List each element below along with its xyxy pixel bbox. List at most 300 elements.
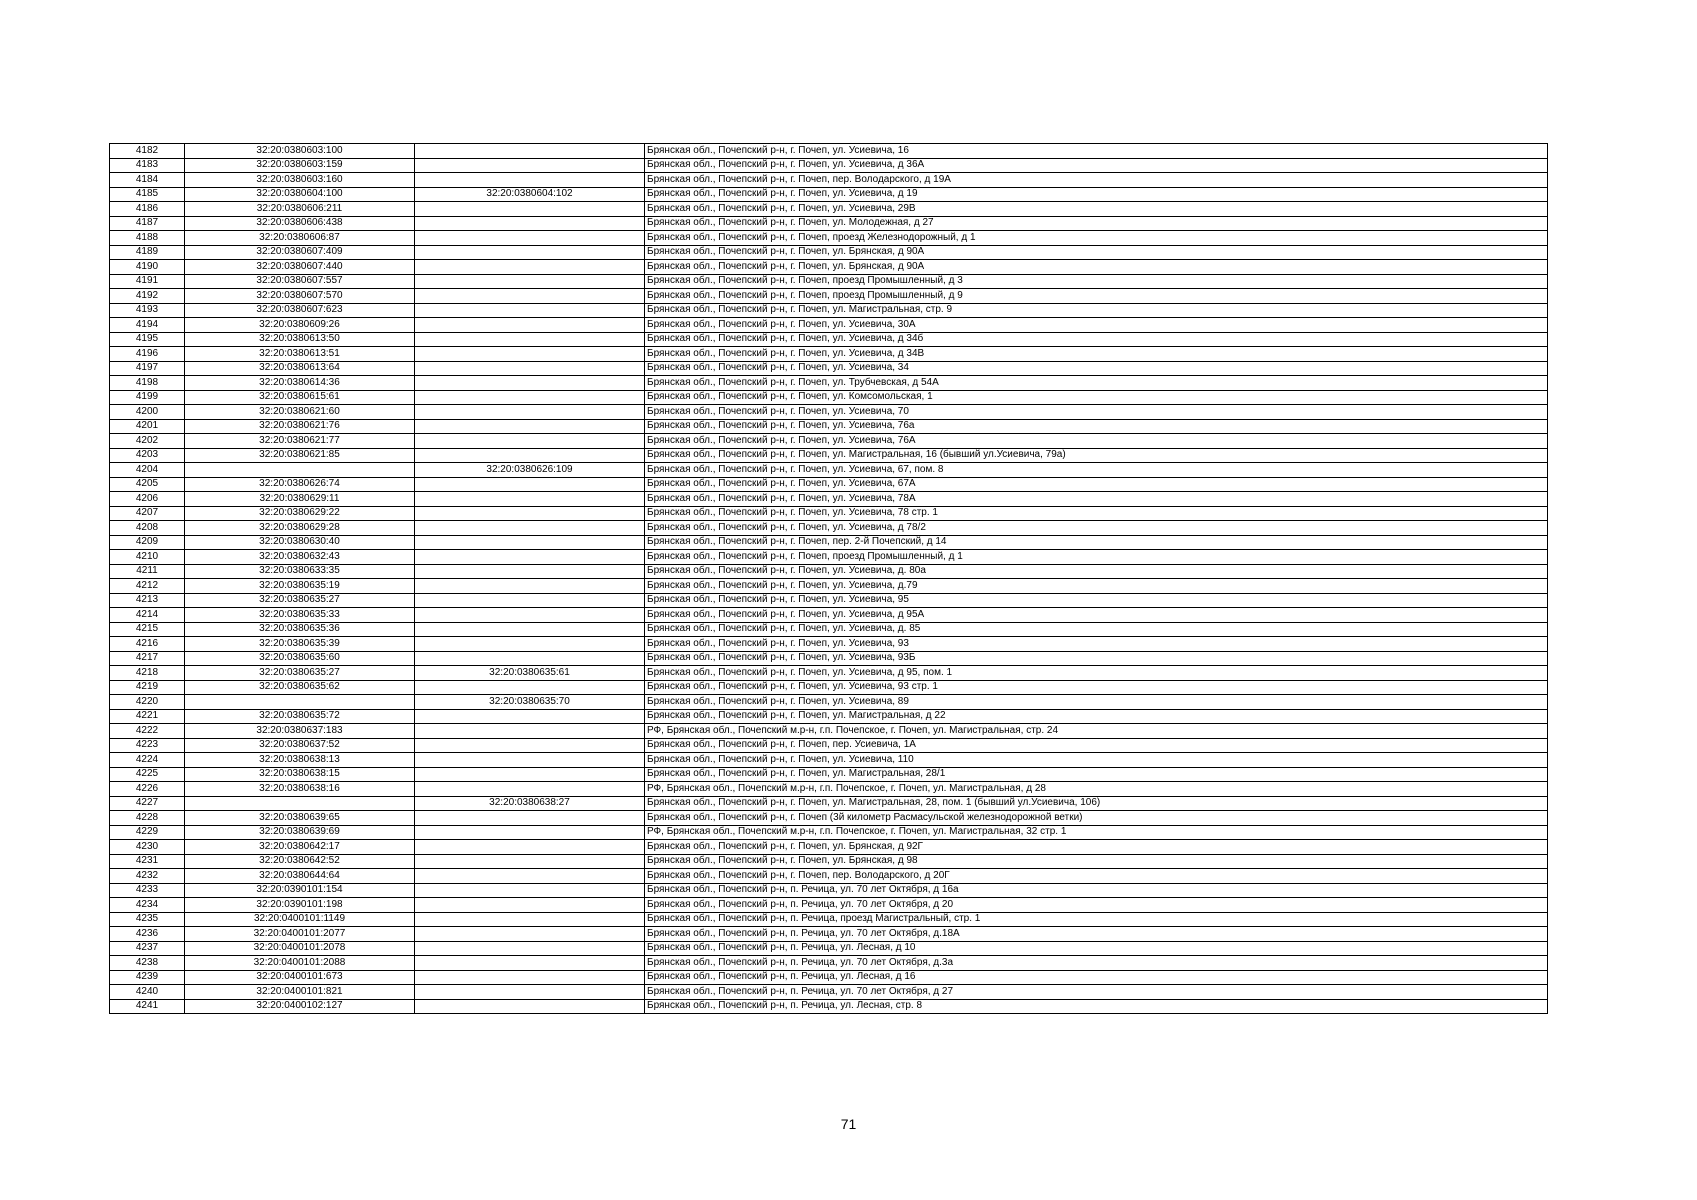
table-row <box>110 883 1548 898</box>
row-number-cell: 4201 <box>110 419 185 434</box>
cadastral-number-cell: 32:20:0380626:74 <box>185 477 415 492</box>
address-cell: Брянская обл., Почепский р-н, г. Почеп, ул. Усиевича, д 95А <box>645 608 1548 623</box>
table-row <box>110 985 1548 1000</box>
cadastral-number-cell: 32:20:0380638:16 <box>185 782 415 797</box>
related-cadastral-number-cell <box>415 216 645 231</box>
address-cell: Брянская обл., Почепский р-н, г. Почеп, пер. Володарского, д 20Г <box>645 869 1548 884</box>
row-number-cell: 4203 <box>110 448 185 463</box>
table-row <box>110 216 1548 231</box>
row-number-cell: 4216 <box>110 637 185 652</box>
address-cell: Брянская обл., Почепский р-н, г. Почеп, ул. Усиевича, д. 80а <box>645 564 1548 579</box>
row-number-cell: 4239 <box>110 970 185 985</box>
row-number-cell: 4188 <box>110 231 185 246</box>
address-cell: Брянская обл., Почепский р-н, г. Почеп, ул. Усиевича, д 19 <box>645 187 1548 202</box>
related-cadastral-number-cell <box>415 289 645 304</box>
related-cadastral-number-cell: 32:20:0380635:70 <box>415 695 645 710</box>
related-cadastral-number-cell <box>415 260 645 275</box>
cadastral-number-cell: 32:20:0380607:557 <box>185 274 415 289</box>
row-number-cell: 4195 <box>110 332 185 347</box>
cadastral-number-cell: 32:20:0380629:22 <box>185 506 415 521</box>
table-row <box>110 738 1548 753</box>
address-cell: Брянская обл., Почепский р-н, г. Почеп, ул. Усиевича, д 34б <box>645 332 1548 347</box>
address-cell: Брянская обл., Почепский р-н, г. Почеп, ул. Усиевича, 34 <box>645 361 1548 376</box>
row-number-cell: 4230 <box>110 840 185 855</box>
cadastral-number-cell: 32:20:0380635:19 <box>185 579 415 594</box>
table-row <box>110 869 1548 884</box>
table-row <box>110 651 1548 666</box>
table-row <box>110 637 1548 652</box>
table-row <box>110 695 1548 710</box>
row-number-cell: 4224 <box>110 753 185 768</box>
registry-table <box>109 143 1548 1014</box>
cadastral-number-cell: 32:20:0380603:100 <box>185 144 415 159</box>
related-cadastral-number-cell <box>415 274 645 289</box>
row-number-cell: 4218 <box>110 666 185 681</box>
address-cell: Брянская обл., Почепский р-н, г. Почеп, ул. Усиевича, д 34В <box>645 347 1548 362</box>
table-row <box>110 303 1548 318</box>
cadastral-number-cell: 32:20:0380603:159 <box>185 158 415 173</box>
related-cadastral-number-cell <box>415 158 645 173</box>
address-cell: Брянская обл., Почепский р-н, г. Почеп, ул. Усиевича, 110 <box>645 753 1548 768</box>
table-row <box>110 927 1548 942</box>
related-cadastral-number-cell <box>415 332 645 347</box>
related-cadastral-number-cell <box>415 956 645 971</box>
cadastral-number-cell: 32:20:0380633:35 <box>185 564 415 579</box>
cadastral-number-cell <box>185 463 415 478</box>
address-cell: Брянская обл., Почепский р-н, г. Почеп, ул. Усиевича, д 95, пом. 1 <box>645 666 1548 681</box>
cadastral-number-cell: 32:20:0380635:39 <box>185 637 415 652</box>
row-number-cell: 4225 <box>110 767 185 782</box>
table-row <box>110 173 1548 188</box>
address-cell: Брянская обл., Почепский р-н, п. Речица, ул. Лесная, д 16 <box>645 970 1548 985</box>
cadastral-number-cell: 32:20:0380635:36 <box>185 622 415 637</box>
related-cadastral-number-cell: 32:20:0380604:102 <box>415 187 645 202</box>
related-cadastral-number-cell <box>415 912 645 927</box>
row-number-cell: 4213 <box>110 593 185 608</box>
address-cell: Брянская обл., Почепский р-н, п. Речица, проезд Магистральный, стр. 1 <box>645 912 1548 927</box>
address-cell: Брянская обл., Почепский р-н, г. Почеп, ул. Магистральная, 28, пом. 1 (бывший ул.Усиевича, 106) <box>645 796 1548 811</box>
table-row <box>110 724 1548 739</box>
table-row <box>110 144 1548 159</box>
address-cell: Брянская обл., Почепский р-н, п. Речица, ул. 70 лет Октября, д.18А <box>645 927 1548 942</box>
cadastral-number-cell: 32:20:0380635:62 <box>185 680 415 695</box>
address-cell: Брянская обл., Почепский р-н, г. Почеп, ул. Трубчевская, д 54А <box>645 376 1548 391</box>
related-cadastral-number-cell <box>415 970 645 985</box>
address-cell: Брянская обл., Почепский р-н, г. Почеп, пер. 2-й Почепский, д 14 <box>645 535 1548 550</box>
cadastral-number-cell: 32:20:0380635:33 <box>185 608 415 623</box>
related-cadastral-number-cell <box>415 985 645 1000</box>
address-cell: Брянская обл., Почепский р-н, г. Почеп, ул. Магистральная, д 22 <box>645 709 1548 724</box>
related-cadastral-number-cell <box>415 390 645 405</box>
related-cadastral-number-cell <box>415 448 645 463</box>
cadastral-number-cell: 32:20:0400101:2078 <box>185 941 415 956</box>
address-cell: Брянская обл., Почепский р-н, г. Почеп, ул. Магистральная, 16 (бывший ул.Усиевича, 79а) <box>645 448 1548 463</box>
cadastral-number-cell: 32:20:0380638:15 <box>185 767 415 782</box>
row-number-cell: 4191 <box>110 274 185 289</box>
cadastral-number-cell: 32:20:0400101:821 <box>185 985 415 1000</box>
related-cadastral-number-cell: 32:20:0380626:109 <box>415 463 645 478</box>
table-row <box>110 506 1548 521</box>
row-number-cell: 4190 <box>110 260 185 275</box>
row-number-cell: 4200 <box>110 405 185 420</box>
table-row <box>110 332 1548 347</box>
table-row <box>110 840 1548 855</box>
address-cell: Брянская обл., Почепский р-н, г. Почеп, ул. Усиевича, 95 <box>645 593 1548 608</box>
address-cell: Брянская обл., Почепский р-н, г. Почеп, пер. Володарского, д 19А <box>645 173 1548 188</box>
address-cell: Брянская обл., Почепский р-н, г. Почеп, ул. Усиевича, д 36А <box>645 158 1548 173</box>
address-cell: Брянская обл., Почепский р-н, г. Почеп (3й километр Расмасульской железнодорожной ветки) <box>645 811 1548 826</box>
row-number-cell: 4184 <box>110 173 185 188</box>
address-cell: Брянская обл., Почепский р-н, г. Почеп, ул. Усиевича, 89 <box>645 695 1548 710</box>
table-row <box>110 999 1548 1014</box>
cadastral-number-cell: 32:20:0380615:61 <box>185 390 415 405</box>
row-number-cell: 4233 <box>110 883 185 898</box>
related-cadastral-number-cell <box>415 898 645 913</box>
table-row <box>110 361 1548 376</box>
row-number-cell: 4202 <box>110 434 185 449</box>
table-row <box>110 521 1548 536</box>
related-cadastral-number-cell <box>415 506 645 521</box>
related-cadastral-number-cell <box>415 608 645 623</box>
table-row <box>110 854 1548 869</box>
address-cell: Брянская обл., Почепский р-н, г. Почеп, ул. Усиевича, 30А <box>645 318 1548 333</box>
table-row <box>110 260 1548 275</box>
cadastral-number-cell: 32:20:0380629:28 <box>185 521 415 536</box>
cadastral-number-cell: 32:20:0380607:440 <box>185 260 415 275</box>
row-number-cell: 4228 <box>110 811 185 826</box>
table-row <box>110 898 1548 913</box>
address-cell: РФ, Брянская обл., Почепский м.р-н, г.п. Почепское, г. Почеп, ул. Магистральная, стр. 24 <box>645 724 1548 739</box>
cadastral-number-cell: 32:20:0380632:43 <box>185 550 415 565</box>
row-number-cell: 4212 <box>110 579 185 594</box>
address-cell: Брянская обл., Почепский р-н, п. Речица, ул. 70 лет Октября, д 16а <box>645 883 1548 898</box>
table-row <box>110 956 1548 971</box>
table-row <box>110 448 1548 463</box>
address-cell: РФ, Брянская обл., Почепский м.р-н, г.п. Почепское, г. Почеп, ул. Магистральная, д 28 <box>645 782 1548 797</box>
table-row <box>110 318 1548 333</box>
address-cell: Брянская обл., Почепский р-н, г. Почеп, ул. Усиевича, 78А <box>645 492 1548 507</box>
cadastral-number-cell: 32:20:0380635:60 <box>185 651 415 666</box>
address-cell: Брянская обл., Почепский р-н, п. Речица, ул. Лесная, д 10 <box>645 941 1548 956</box>
table-row <box>110 825 1548 840</box>
cadastral-number-cell: 32:20:0380607:623 <box>185 303 415 318</box>
related-cadastral-number-cell <box>415 999 645 1014</box>
cadastral-number-cell: 32:20:0380606:87 <box>185 231 415 246</box>
related-cadastral-number-cell: 32:20:0380638:27 <box>415 796 645 811</box>
row-number-cell: 4219 <box>110 680 185 695</box>
row-number-cell: 4211 <box>110 564 185 579</box>
address-cell: Брянская обл., Почепский р-н, г. Почеп, ул. Усиевича, 93Б <box>645 651 1548 666</box>
table-row <box>110 811 1548 826</box>
cadastral-number-cell: 32:20:0380613:50 <box>185 332 415 347</box>
cadastral-number-cell: 32:20:0380638:13 <box>185 753 415 768</box>
address-cell: Брянская обл., Почепский р-н, г. Почеп, проезд Промышленный, д 1 <box>645 550 1548 565</box>
row-number-cell: 4182 <box>110 144 185 159</box>
row-number-cell: 4205 <box>110 477 185 492</box>
cadastral-number-cell: 32:20:0380621:60 <box>185 405 415 420</box>
row-number-cell: 4193 <box>110 303 185 318</box>
table-row <box>110 405 1548 420</box>
address-cell: Брянская обл., Почепский р-н, п. Речица, ул. 70 лет Октября, д 27 <box>645 985 1548 1000</box>
cadastral-number-cell: 32:20:0380639:65 <box>185 811 415 826</box>
related-cadastral-number-cell <box>415 405 645 420</box>
row-number-cell: 4210 <box>110 550 185 565</box>
related-cadastral-number-cell <box>415 419 645 434</box>
cadastral-number-cell: 32:20:0380607:409 <box>185 245 415 260</box>
table-row <box>110 608 1548 623</box>
cadastral-number-cell <box>185 695 415 710</box>
row-number-cell: 4220 <box>110 695 185 710</box>
address-cell: Брянская обл., Почепский р-н, г. Почеп, ул. Усиевича, 78 стр. 1 <box>645 506 1548 521</box>
address-cell: Брянская обл., Почепский р-н, п. Речица, ул. Лесная, стр. 8 <box>645 999 1548 1014</box>
row-number-cell: 4194 <box>110 318 185 333</box>
related-cadastral-number-cell <box>415 782 645 797</box>
related-cadastral-number-cell <box>415 347 645 362</box>
related-cadastral-number-cell <box>415 840 645 855</box>
cadastral-number-cell: 32:20:0380613:51 <box>185 347 415 362</box>
address-cell: Брянская обл., Почепский р-н, г. Почеп, ул. Усиевича, д.79 <box>645 579 1548 594</box>
related-cadastral-number-cell <box>415 564 645 579</box>
address-cell: РФ, Брянская обл., Почепский м.р-н, г.п. Почепское, г. Почеп, ул. Магистральная, 32 стр. 1 <box>645 825 1548 840</box>
row-number-cell: 4236 <box>110 927 185 942</box>
table-row <box>110 564 1548 579</box>
row-number-cell: 4185 <box>110 187 185 202</box>
related-cadastral-number-cell <box>415 738 645 753</box>
table-row <box>110 376 1548 391</box>
cadastral-number-cell: 32:20:0380621:77 <box>185 434 415 449</box>
related-cadastral-number-cell <box>415 767 645 782</box>
row-number-cell: 4199 <box>110 390 185 405</box>
address-cell: Брянская обл., Почепский р-н, п. Речица, ул. 70 лет Октября, д 20 <box>645 898 1548 913</box>
cadastral-number-cell: 32:20:0380637:183 <box>185 724 415 739</box>
related-cadastral-number-cell <box>415 724 645 739</box>
row-number-cell: 4235 <box>110 912 185 927</box>
table-row <box>110 622 1548 637</box>
table-row <box>110 666 1548 681</box>
row-number-cell: 4192 <box>110 289 185 304</box>
table-row <box>110 245 1548 260</box>
address-cell: Брянская обл., Почепский р-н, г. Почеп, ул. Комсомольская, 1 <box>645 390 1548 405</box>
cadastral-number-cell: 32:20:0380604:100 <box>185 187 415 202</box>
address-cell: Брянская обл., Почепский р-н, г. Почеп, ул. Усиевича, 67А <box>645 477 1548 492</box>
related-cadastral-number-cell <box>415 521 645 536</box>
address-cell: Брянская обл., Почепский р-н, г. Почеп, ул. Усиевича, 16 <box>645 144 1548 159</box>
row-number-cell: 4208 <box>110 521 185 536</box>
address-cell: Брянская обл., Почепский р-н, г. Почеп, ул. Брянская, д 98 <box>645 854 1548 869</box>
related-cadastral-number-cell <box>415 245 645 260</box>
cadastral-number-cell: 32:20:0380630:40 <box>185 535 415 550</box>
row-number-cell: 4229 <box>110 825 185 840</box>
address-cell: Брянская обл., Почепский р-н, г. Почеп, ул. Усиевича, 93 <box>645 637 1548 652</box>
cadastral-number-cell: 32:20:0380614:36 <box>185 376 415 391</box>
address-cell: Брянская обл., Почепский р-н, г. Почеп, ул. Усиевича, 76а <box>645 419 1548 434</box>
cadastral-number-cell: 32:20:0380609:26 <box>185 318 415 333</box>
table-row <box>110 187 1548 202</box>
cadastral-number-cell: 32:20:0380613:64 <box>185 361 415 376</box>
cadastral-number-cell <box>185 796 415 811</box>
cadastral-number-cell: 32:20:0380637:52 <box>185 738 415 753</box>
address-cell: Брянская обл., Почепский р-н, г. Почеп, проезд Железнодорожный, д 1 <box>645 231 1548 246</box>
cadastral-number-cell: 32:20:0380635:72 <box>185 709 415 724</box>
row-number-cell: 4226 <box>110 782 185 797</box>
row-number-cell: 4238 <box>110 956 185 971</box>
related-cadastral-number-cell <box>415 318 645 333</box>
cadastral-number-cell: 32:20:0380606:438 <box>185 216 415 231</box>
related-cadastral-number-cell <box>415 477 645 492</box>
cadastral-number-cell: 32:20:0400101:1149 <box>185 912 415 927</box>
related-cadastral-number-cell <box>415 869 645 884</box>
related-cadastral-number-cell <box>415 854 645 869</box>
row-number-cell: 4189 <box>110 245 185 260</box>
cadastral-number-cell: 32:20:0380607:570 <box>185 289 415 304</box>
table-row <box>110 970 1548 985</box>
row-number-cell: 4207 <box>110 506 185 521</box>
related-cadastral-number-cell <box>415 376 645 391</box>
address-cell: Брянская обл., Почепский р-н, г. Почеп, ул. Брянская, д 90А <box>645 260 1548 275</box>
address-cell: Брянская обл., Почепский р-н, г. Почеп, пер. Усиевича, 1А <box>645 738 1548 753</box>
related-cadastral-number-cell <box>415 361 645 376</box>
cadastral-number-cell: 32:20:0400101:2077 <box>185 927 415 942</box>
table-row <box>110 782 1548 797</box>
related-cadastral-number-cell <box>415 927 645 942</box>
address-cell: Брянская обл., Почепский р-н, г. Почеп, проезд Промышленный, д 3 <box>645 274 1548 289</box>
related-cadastral-number-cell <box>415 811 645 826</box>
row-number-cell: 4215 <box>110 622 185 637</box>
related-cadastral-number-cell <box>415 637 645 652</box>
table-row <box>110 477 1548 492</box>
row-number-cell: 4198 <box>110 376 185 391</box>
row-number-cell: 4209 <box>110 535 185 550</box>
related-cadastral-number-cell <box>415 144 645 159</box>
table-row <box>110 390 1548 405</box>
address-cell: Брянская обл., Почепский р-н, г. Почеп, ул. Усиевича, 29В <box>645 202 1548 217</box>
row-number-cell: 4217 <box>110 651 185 666</box>
cadastral-number-cell: 32:20:0380639:69 <box>185 825 415 840</box>
related-cadastral-number-cell <box>415 303 645 318</box>
address-cell: Брянская обл., Почепский р-н, г. Почеп, ул. Брянская, д 90А <box>645 245 1548 260</box>
cadastral-number-cell: 32:20:0400101:673 <box>185 970 415 985</box>
address-cell: Брянская обл., Почепский р-н, г. Почеп, проезд Промышленный, д 9 <box>645 289 1548 304</box>
cadastral-number-cell: 32:20:0390101:154 <box>185 883 415 898</box>
related-cadastral-number-cell <box>415 622 645 637</box>
table-row <box>110 941 1548 956</box>
related-cadastral-number-cell <box>415 202 645 217</box>
related-cadastral-number-cell <box>415 651 645 666</box>
table-row <box>110 289 1548 304</box>
address-cell: Брянская обл., Почепский р-н, г. Почеп, ул. Усиевича, 76А <box>645 434 1548 449</box>
table-row <box>110 231 1548 246</box>
row-number-cell: 4240 <box>110 985 185 1000</box>
related-cadastral-number-cell <box>415 941 645 956</box>
table-row <box>110 753 1548 768</box>
related-cadastral-number-cell <box>415 492 645 507</box>
cadastral-number-cell: 32:20:0380642:52 <box>185 854 415 869</box>
address-cell: Брянская обл., Почепский р-н, г. Почеп, ул. Усиевича, д. 85 <box>645 622 1548 637</box>
related-cadastral-number-cell <box>415 434 645 449</box>
registry-table-body <box>110 144 1548 1014</box>
cadastral-number-cell: 32:20:0380606:211 <box>185 202 415 217</box>
cadastral-number-cell: 32:20:0380629:11 <box>185 492 415 507</box>
table-row <box>110 434 1548 449</box>
related-cadastral-number-cell <box>415 883 645 898</box>
related-cadastral-number-cell <box>415 535 645 550</box>
row-number-cell: 4196 <box>110 347 185 362</box>
row-number-cell: 4241 <box>110 999 185 1014</box>
table-row <box>110 492 1548 507</box>
row-number-cell: 4227 <box>110 796 185 811</box>
table-row <box>110 274 1548 289</box>
address-cell: Брянская обл., Почепский р-н, г. Почеп, ул. Усиевича, 70 <box>645 405 1548 420</box>
related-cadastral-number-cell <box>415 593 645 608</box>
related-cadastral-number-cell <box>415 825 645 840</box>
cadastral-number-cell: 32:20:0390101:198 <box>185 898 415 913</box>
row-number-cell: 4222 <box>110 724 185 739</box>
address-cell: Брянская обл., Почепский р-н, п. Речица, ул. 70 лет Октября, д.3а <box>645 956 1548 971</box>
related-cadastral-number-cell <box>415 680 645 695</box>
related-cadastral-number-cell <box>415 579 645 594</box>
row-number-cell: 4223 <box>110 738 185 753</box>
table-row <box>110 796 1548 811</box>
table-row <box>110 709 1548 724</box>
address-cell: Брянская обл., Почепский р-н, г. Почеп, ул. Брянская, д 92Г <box>645 840 1548 855</box>
cadastral-number-cell: 32:20:0380621:85 <box>185 448 415 463</box>
table-row <box>110 593 1548 608</box>
cadastral-number-cell: 32:20:0400102:127 <box>185 999 415 1014</box>
table-row <box>110 419 1548 434</box>
related-cadastral-number-cell <box>415 753 645 768</box>
row-number-cell: 4206 <box>110 492 185 507</box>
table-row <box>110 535 1548 550</box>
address-cell: Брянская обл., Почепский р-н, г. Почеп, ул. Магистральная, стр. 9 <box>645 303 1548 318</box>
cadastral-number-cell: 32:20:0380635:27 <box>185 666 415 681</box>
related-cadastral-number-cell <box>415 231 645 246</box>
cadastral-number-cell: 32:20:0400101:2088 <box>185 956 415 971</box>
related-cadastral-number-cell <box>415 550 645 565</box>
row-number-cell: 4186 <box>110 202 185 217</box>
row-number-cell: 4214 <box>110 608 185 623</box>
table-row <box>110 579 1548 594</box>
row-number-cell: 4231 <box>110 854 185 869</box>
address-cell: Брянская обл., Почепский р-н, г. Почеп, ул. Усиевича, д 78/2 <box>645 521 1548 536</box>
table-row <box>110 463 1548 478</box>
row-number-cell: 4204 <box>110 463 185 478</box>
page-number: 71 <box>840 1116 857 1132</box>
address-cell: Брянская обл., Почепский р-н, г. Почеп, ул. Молодежная, д 27 <box>645 216 1548 231</box>
row-number-cell: 4183 <box>110 158 185 173</box>
row-number-cell: 4232 <box>110 869 185 884</box>
related-cadastral-number-cell: 32:20:0380635:61 <box>415 666 645 681</box>
table-row <box>110 680 1548 695</box>
cadastral-number-cell: 32:20:0380621:76 <box>185 419 415 434</box>
related-cadastral-number-cell <box>415 709 645 724</box>
cadastral-number-cell: 32:20:0380603:160 <box>185 173 415 188</box>
address-cell: Брянская обл., Почепский р-н, г. Почеп, ул. Усиевича, 93 стр. 1 <box>645 680 1548 695</box>
table-row <box>110 767 1548 782</box>
cadastral-number-cell: 32:20:0380642:17 <box>185 840 415 855</box>
cadastral-number-cell: 32:20:0380644:64 <box>185 869 415 884</box>
related-cadastral-number-cell <box>415 173 645 188</box>
row-number-cell: 4187 <box>110 216 185 231</box>
table-row <box>110 347 1548 362</box>
address-cell: Брянская обл., Почепский р-н, г. Почеп, ул. Магистральная, 28/1 <box>645 767 1548 782</box>
table-row <box>110 158 1548 173</box>
table-row <box>110 912 1548 927</box>
row-number-cell: 4197 <box>110 361 185 376</box>
table-row <box>110 550 1548 565</box>
row-number-cell: 4221 <box>110 709 185 724</box>
address-cell: Брянская обл., Почепский р-н, г. Почеп, ул. Усиевича, 67, пом. 8 <box>645 463 1548 478</box>
table-row <box>110 202 1548 217</box>
